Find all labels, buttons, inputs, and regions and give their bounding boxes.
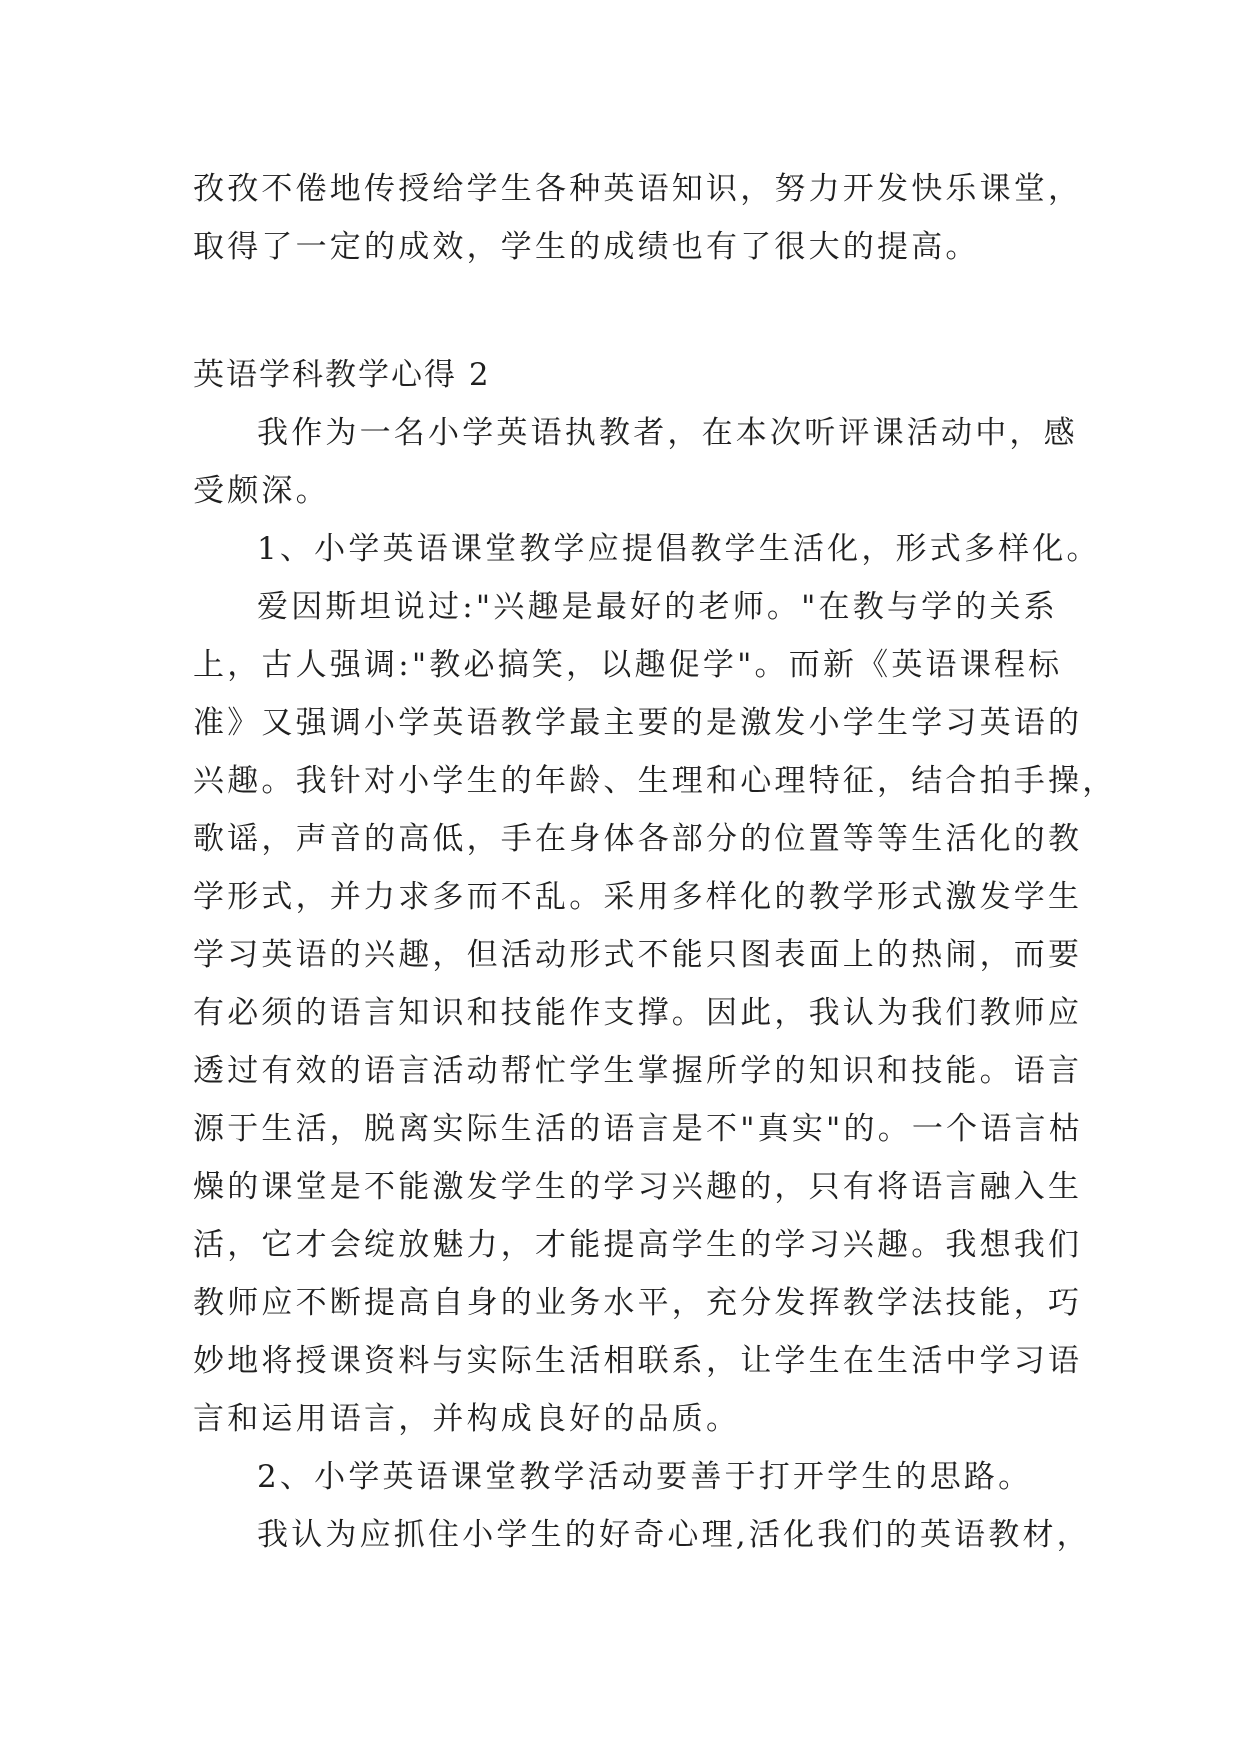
paragraph-line: 妙地将授课资料与实际生活相联系，让学生在生活中学习语: [193, 1343, 1083, 1379]
document-body: [193, 160, 1117, 1564]
paragraph-line: 言和运用语言，并构成良好的品质。: [193, 1401, 741, 1437]
paragraph-line: 我作为一名小学英语执教者，在本次听评课活动中，感: [257, 415, 1078, 451]
paragraph-line: 爱因斯坦说过:"兴趣是最好的老师。"在教与学的关系: [257, 589, 1058, 625]
intro-line: 孜孜不倦地传授给学生各种英语知识，努力开发快乐课堂，: [193, 171, 1083, 207]
paragraph-line: 有必须的语言知识和技能作支撑。因此，我认为我们教师应: [193, 995, 1083, 1031]
paragraph-line: 源于生活，脱离实际生活的语言是不"真实"的。一个语言枯: [193, 1111, 1083, 1147]
paragraph-line: 透过有效的语言活动帮忙学生掌握所学的知识和技能。语言: [193, 1053, 1083, 1089]
paragraph-line: 歌谣，声音的高低，手在身体各部分的位置等等生活化的教: [193, 821, 1083, 857]
paragraph-line: 准》又强调小学英语教学最主要的是激发小学生学习英语的: [193, 705, 1083, 741]
paragraph-line: 学习英语的兴趣，但活动形式不能只图表面上的热闹，而要: [193, 937, 1083, 973]
intro-line: 取得了一定的成效，学生的成绩也有了很大的提高。: [193, 229, 980, 265]
paragraph-line: 活，它才会绽放魅力，才能提高学生的学习兴趣。我想我们: [193, 1227, 1083, 1263]
paragraph-line: 受颇深。: [193, 473, 330, 509]
paragraph-line: 兴趣。我针对小学生的年龄、生理和心理特征，结合拍手操，: [193, 763, 1117, 799]
paragraph-line: 上，古人强调:"教必搞笑，以趣促学"。而新《英语课程标: [193, 647, 1063, 683]
point-heading: 1、小学英语课堂教学应提倡教学生活化，形式多样化。: [257, 531, 1101, 567]
section-title: 英语学科教学心得 2: [193, 357, 491, 393]
paragraph-line: 学形式，并力求多而不乱。采用多样化的教学形式激发学生: [193, 879, 1083, 915]
paragraph-line: 教师应不断提高自身的业务水平，充分发挥教学法技能，巧: [193, 1285, 1083, 1321]
point-heading: 2、小学英语课堂教学活动要善于打开学生的思路。: [257, 1459, 1033, 1495]
paragraph-line: 我认为应抓住小学生的好奇心理,活化我们的英语教材，: [257, 1517, 1091, 1553]
paragraph-line: 燥的课堂是不能激发学生的学习兴趣的，只有将语言融入生: [193, 1169, 1083, 1205]
paragraph-gap: [193, 276, 1073, 346]
